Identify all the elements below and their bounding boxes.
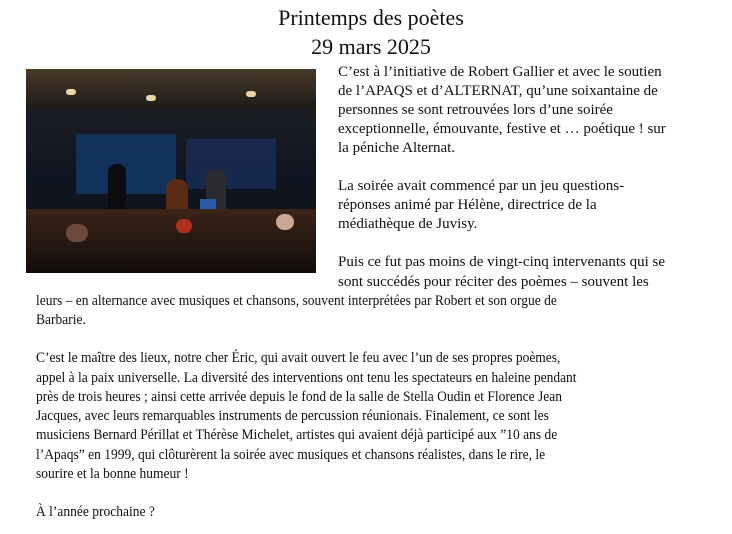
paragraph-line: C’est à l’initiative de Robert Gallier et avec le soutien: [338, 64, 662, 80]
closing-line: À l’année prochaine ?: [36, 504, 155, 520]
paragraph-line: Barbarie.: [36, 312, 86, 328]
paragraph-line: sont succédés pour réciter des poèmes – souvent les: [338, 274, 649, 290]
paragraph-line: médiathèque de Juvisy.: [338, 216, 478, 232]
paragraph-line: réponses animé par Hélène, directrice de la: [338, 197, 597, 213]
paragraph-line: leurs – en alternance avec musiques et chansons, souvent interprétées par Robert et son orgue de: [36, 293, 557, 309]
paragraph-line: l’Apaqs” en 1999, qui clôturèrent la soirée avec musiques et chansons réalistes, dans le rire, le: [36, 447, 546, 463]
paragraph-line: appel à la paix universelle. La diversité des interventions ont tenu les spectateurs en haleine pendant: [36, 370, 577, 386]
paragraph-line: près de trois heures ; ainsi cette arrivée depuis le fond de la salle de Stella Oudin et Florence Jean: [36, 389, 562, 405]
page-title: Printemps des poètes: [278, 5, 464, 30]
event-date: 29 mars 2025: [311, 34, 431, 59]
paragraph-line: C’est le maître des lieux, notre cher Éric, qui avait ouvert le feu avec l’un de ses propres poèmes,: [36, 350, 561, 366]
paragraph-line: sourire et la bonne humeur !: [36, 466, 189, 482]
paragraph-line: personnes se sont retrouvées lors d’une soirée: [338, 102, 613, 118]
paragraph-line: Puis ce fut pas moins de vingt-cinq intervenants qui se: [338, 254, 666, 270]
event-photo: [26, 69, 316, 273]
paragraph-line: exceptionnelle, émouvante, festive et … poétique ! sur: [338, 121, 666, 137]
paragraph-line: Jacques, avec leurs remarquables instruments de percussion réunionais. Finalement, ce sont les: [36, 408, 549, 424]
paragraph-line: La soirée avait commencé par un jeu questions-: [338, 178, 625, 194]
paragraph-line: de l’APAQS et d’ALTERNAT, qu’une soixantaine de: [338, 83, 658, 99]
paragraph-line: la péniche Alternat.: [338, 140, 456, 156]
paragraph-line: musiciens Bernard Périllat et Thérèse Michelet, artistes qui avaient déjà participé aux ”10 ans de: [36, 427, 558, 443]
